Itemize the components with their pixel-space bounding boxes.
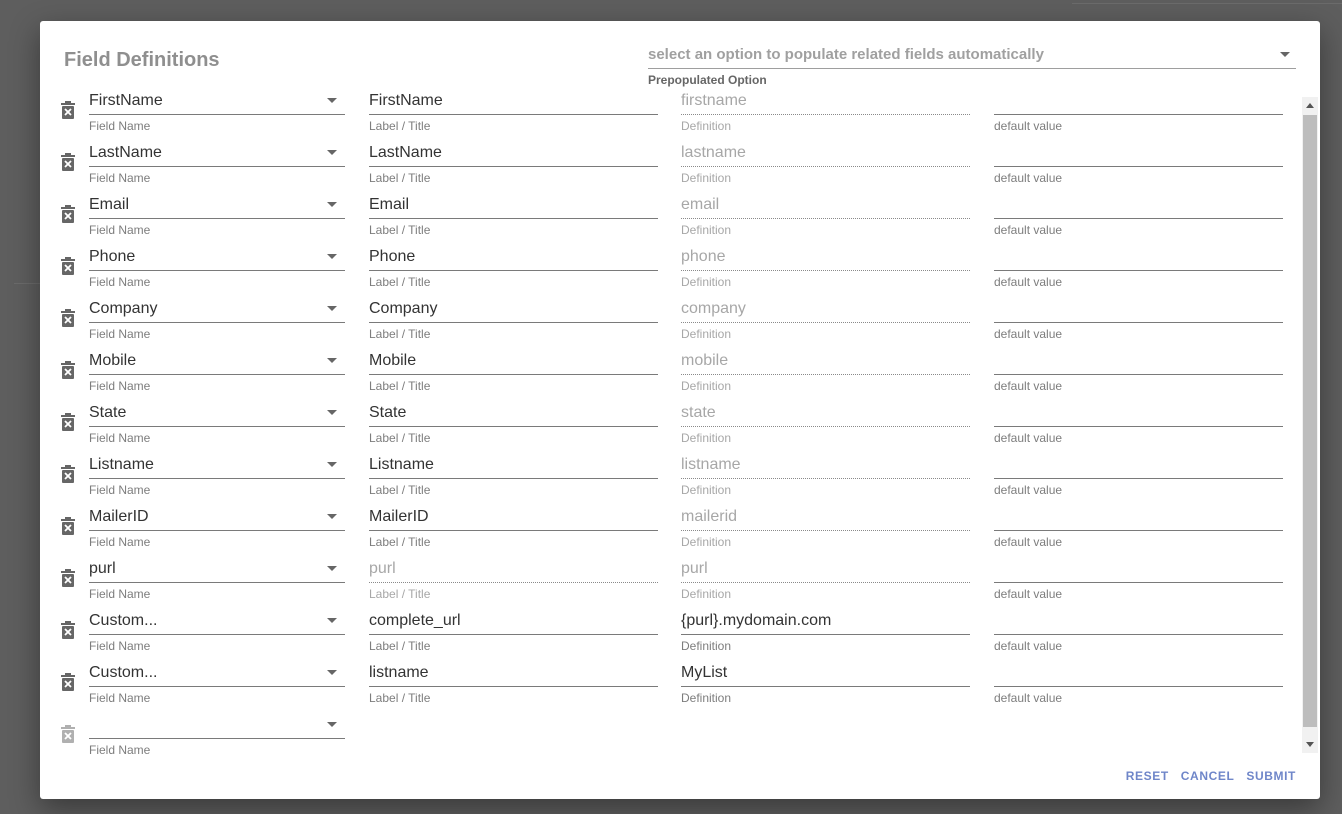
default-value-input[interactable] (994, 195, 1283, 237)
label-title-input[interactable] (369, 559, 658, 601)
chevron-down-icon (327, 254, 337, 259)
label-title-value: MailerID (369, 508, 429, 525)
field-name-value: LastName (89, 144, 162, 161)
definition-help: Definition (681, 587, 732, 601)
default-value-input[interactable] (994, 299, 1283, 341)
field-name-value: purl (89, 560, 116, 577)
field-row (40, 455, 1300, 507)
delete-forever-icon[interactable] (60, 673, 76, 691)
definition-input[interactable] (681, 91, 970, 133)
field-row (40, 247, 1300, 299)
chevron-down-icon (327, 670, 337, 675)
definition-help: Definition (681, 379, 732, 393)
definition-help: Definition (681, 327, 732, 341)
field-name-select[interactable] (89, 455, 345, 497)
label-title-input[interactable] (369, 91, 658, 133)
field-row (40, 351, 1300, 403)
field-name-help: Field Name (89, 639, 151, 653)
definition-input[interactable] (681, 351, 970, 393)
definition-help: Definition (681, 275, 732, 289)
label-title-help: Label / Title (369, 691, 431, 705)
definition-input[interactable] (681, 143, 970, 185)
field-name-help: Field Name (89, 535, 151, 549)
field-row (40, 611, 1300, 663)
cancel-button[interactable]: CANCEL (1180, 769, 1235, 783)
delete-forever-icon[interactable] (60, 101, 76, 119)
field-row (40, 195, 1300, 247)
delete-forever-icon[interactable] (60, 517, 76, 535)
default-value-value (994, 663, 1283, 686)
field-name-value: State (89, 404, 127, 421)
field-name-select[interactable] (89, 195, 345, 237)
field-name-select[interactable] (89, 663, 345, 705)
field-name-help: Field Name (89, 743, 151, 757)
definition-help: Definition (681, 483, 732, 497)
default-value-help: default value (994, 483, 1063, 497)
delete-forever-icon[interactable] (60, 465, 76, 483)
default-value-value (994, 195, 1283, 218)
definition-value: {purl}.mydomain.com (681, 612, 832, 629)
field-name-value: Mobile (89, 352, 137, 369)
definition-help: Definition (681, 691, 732, 705)
label-title-input[interactable] (369, 455, 658, 497)
field-rows (40, 91, 1300, 757)
label-title-help: Label / Title (369, 587, 431, 601)
field-name-select[interactable] (89, 91, 345, 133)
definition-value: MyList (681, 664, 728, 681)
definition-value: state (681, 404, 716, 421)
field-row (40, 403, 1300, 455)
field-row (40, 663, 1300, 715)
prepopulated-option-help: Prepopulated Option (648, 73, 767, 87)
chevron-down-icon (327, 410, 337, 415)
field-row (40, 91, 1300, 143)
field-name-help: Field Name (89, 587, 151, 601)
default-value-input[interactable] (994, 611, 1283, 653)
label-title-value: complete_url (369, 612, 461, 629)
delete-forever-icon[interactable] (60, 257, 76, 275)
label-title-help: Label / Title (369, 639, 431, 653)
field-name-help: Field Name (89, 275, 151, 289)
delete-forever-icon[interactable] (60, 205, 76, 223)
default-value-help: default value (994, 431, 1063, 445)
field-row (40, 143, 1300, 195)
label-title-value: Mobile (369, 352, 417, 369)
label-title-value: listname (369, 664, 429, 681)
label-title-value: State (369, 404, 407, 421)
chevron-down-icon (327, 358, 337, 363)
default-value-input[interactable] (994, 455, 1283, 497)
definition-help: Definition (681, 535, 732, 549)
field-name-help: Field Name (89, 431, 151, 445)
chevron-down-icon (327, 98, 337, 103)
default-value-value (994, 455, 1283, 478)
scroll-down-arrow-icon[interactable] (1306, 742, 1314, 747)
prepopulated-option-placeholder: select an option to populate related fields automatically (648, 46, 1044, 63)
definition-input[interactable] (681, 507, 970, 549)
field-name-value: Listname (89, 456, 154, 473)
definition-help: Definition (681, 119, 732, 133)
field-name-value: Company (89, 300, 158, 317)
label-title-value: Listname (369, 456, 434, 473)
label-title-help: Label / Title (369, 119, 431, 133)
field-name-value: Phone (89, 248, 136, 265)
label-title-input[interactable] (369, 403, 658, 445)
chevron-down-icon (327, 618, 337, 623)
field-name-value: Custom... (89, 612, 158, 629)
label-title-help: Label / Title (369, 171, 431, 185)
default-value-input[interactable] (994, 663, 1283, 705)
field-name-select[interactable] (89, 351, 345, 393)
default-value-value (994, 299, 1283, 322)
dialog-actions (1126, 769, 1296, 783)
default-value-input[interactable] (994, 247, 1283, 289)
definition-input[interactable] (681, 403, 970, 445)
field-name-value: MailerID (89, 508, 149, 525)
field-name-select[interactable] (89, 507, 345, 549)
default-value-help: default value (994, 119, 1063, 133)
default-value-input[interactable] (994, 143, 1283, 185)
definition-value: firstname (681, 92, 747, 109)
default-value-help: default value (994, 223, 1063, 237)
default-value-value (994, 507, 1283, 530)
definition-value: purl (681, 560, 708, 577)
label-title-help: Label / Title (369, 379, 431, 393)
definition-input[interactable] (681, 663, 970, 705)
scrollbar[interactable] (1302, 97, 1318, 753)
default-value-input[interactable] (994, 403, 1283, 445)
definition-value: mailerid (681, 508, 738, 525)
default-value-input[interactable] (994, 507, 1283, 549)
definition-input[interactable] (681, 195, 970, 237)
field-name-help: Field Name (89, 691, 151, 705)
prepopulated-option (648, 43, 1296, 87)
definition-value: listname (681, 456, 741, 473)
label-title-value: Phone (369, 248, 416, 265)
default-value-help: default value (994, 379, 1063, 393)
delete-forever-icon[interactable] (60, 621, 76, 639)
default-value-input[interactable] (994, 559, 1283, 601)
definition-help: Definition (681, 639, 732, 653)
definition-help: Definition (681, 431, 732, 445)
label-title-value: FirstName (369, 92, 443, 109)
reset-button[interactable]: RESET (1125, 769, 1169, 783)
field-name-help: Field Name (89, 119, 151, 133)
label-title-help: Label / Title (369, 275, 431, 289)
default-value-input[interactable] (994, 351, 1283, 393)
label-title-input[interactable] (369, 663, 658, 705)
field-name-value: FirstName (89, 92, 163, 109)
chevron-down-icon (1280, 52, 1290, 57)
default-value-help: default value (994, 535, 1063, 549)
default-value-input[interactable] (994, 91, 1283, 133)
label-title-help: Label / Title (369, 431, 431, 445)
label-title-value: Company (369, 300, 438, 317)
prepopulated-option-select[interactable] (648, 43, 1296, 69)
definition-value: lastname (681, 144, 746, 161)
label-title-input[interactable] (369, 507, 658, 549)
label-title-help: Label / Title (369, 223, 431, 237)
label-title-input[interactable] (369, 247, 658, 289)
label-title-value: Email (369, 196, 410, 213)
field-name-select[interactable] (89, 611, 345, 653)
field-row (40, 507, 1300, 559)
definition-input[interactable] (681, 559, 970, 601)
delete-forever-icon[interactable] (60, 153, 76, 171)
delete-forever-icon[interactable] (60, 725, 76, 743)
label-title-input[interactable] (369, 299, 658, 341)
definition-value: mobile (681, 352, 729, 369)
definition-input[interactable] (681, 611, 970, 653)
label-title-help: Label / Title (369, 327, 431, 341)
definition-value: phone (681, 248, 726, 265)
definition-input[interactable] (681, 247, 970, 289)
chevron-down-icon (327, 150, 337, 155)
field-name-help: Field Name (89, 327, 151, 341)
field-name-help: Field Name (89, 483, 151, 497)
default-value-value (994, 91, 1283, 114)
chevron-down-icon (327, 462, 337, 467)
default-value-help: default value (994, 327, 1063, 341)
default-value-help: default value (994, 275, 1063, 289)
scroll-up-arrow-icon[interactable] (1306, 103, 1314, 108)
field-name-value: Email (89, 196, 130, 213)
delete-forever-icon[interactable] (60, 361, 76, 379)
delete-forever-icon[interactable] (60, 569, 76, 587)
backdrop-line (1072, 3, 1342, 4)
field-definitions-dialog (40, 21, 1320, 799)
field-name-select[interactable] (89, 559, 345, 601)
field-name-select[interactable] (89, 715, 345, 757)
field-name-value: Custom... (89, 664, 158, 681)
label-title-help: Label / Title (369, 483, 431, 497)
definition-input[interactable] (681, 299, 970, 341)
default-value-value (994, 559, 1283, 582)
delete-forever-icon[interactable] (60, 309, 76, 327)
field-name-select[interactable] (89, 299, 345, 341)
label-title-value: LastName (369, 144, 442, 161)
chevron-down-icon (327, 722, 337, 727)
default-value-help: default value (994, 171, 1063, 185)
dialog-title: Field Definitions (64, 49, 220, 71)
definition-help: Definition (681, 171, 732, 185)
definition-value: email (681, 196, 720, 213)
definition-input[interactable] (681, 455, 970, 497)
label-title-value: purl (369, 560, 396, 577)
default-value-help: default value (994, 639, 1063, 653)
field-name-help: Field Name (89, 223, 151, 237)
scrollbar-thumb[interactable] (1303, 115, 1317, 727)
delete-forever-icon[interactable] (60, 413, 76, 431)
definition-help: Definition (681, 223, 732, 237)
default-value-value (994, 403, 1283, 426)
field-name-help: Field Name (89, 171, 151, 185)
field-name-select[interactable] (89, 403, 345, 445)
default-value-value (994, 143, 1283, 166)
submit-button[interactable]: SUBMIT (1246, 769, 1296, 783)
field-row (40, 559, 1300, 611)
label-title-input[interactable] (369, 143, 658, 185)
default-value-value (994, 611, 1283, 634)
chevron-down-icon (327, 306, 337, 311)
backdrop-line (14, 283, 40, 284)
chevron-down-icon (327, 514, 337, 519)
label-title-help: Label / Title (369, 535, 431, 549)
chevron-down-icon (327, 566, 337, 571)
default-value-help: default value (994, 587, 1063, 601)
field-row (40, 715, 1300, 767)
default-value-value (994, 351, 1283, 374)
field-name-value (89, 715, 345, 738)
label-title-input[interactable] (369, 195, 658, 237)
label-title-input[interactable] (369, 351, 658, 393)
default-value-value (994, 247, 1283, 270)
default-value-help: default value (994, 691, 1063, 705)
field-row (40, 299, 1300, 351)
field-name-select[interactable] (89, 247, 345, 289)
definition-value: company (681, 300, 746, 317)
field-name-select[interactable] (89, 143, 345, 185)
label-title-input[interactable] (369, 611, 658, 653)
field-name-help: Field Name (89, 379, 151, 393)
chevron-down-icon (327, 202, 337, 207)
